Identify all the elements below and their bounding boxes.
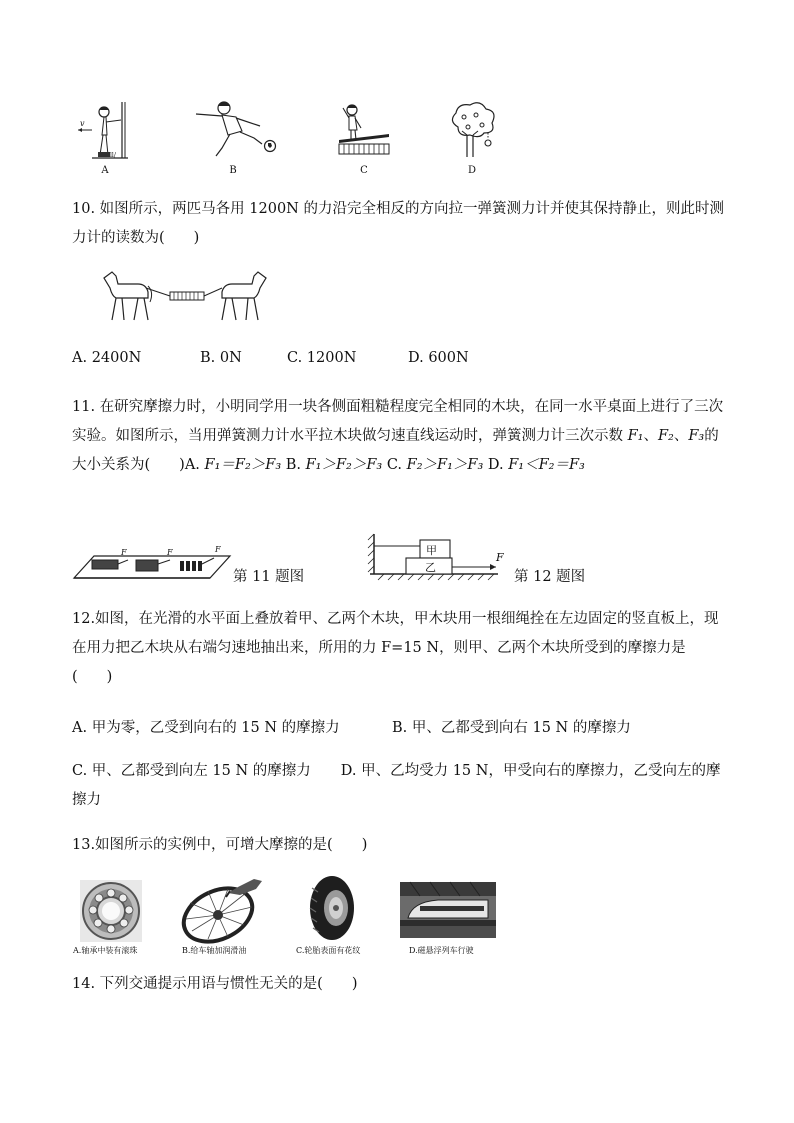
figure-d-apple-tree [448, 103, 498, 159]
figure-label-d: D [467, 165, 477, 176]
figure-label-a: A [101, 165, 109, 176]
figure-12-block-yi: 乙 [425, 561, 436, 574]
q11-f2: F₂ [657, 428, 674, 444]
figure-a-v-label: v [80, 119, 85, 128]
figure-c-diver-on-board [335, 104, 393, 158]
figure-13c-tire [308, 874, 356, 942]
question-11-text [72, 393, 724, 480]
figure-a-ground-label: ll/ [110, 152, 116, 159]
figure-a-girl-pushing-wall [72, 100, 132, 162]
figure-13b-wheel-lubrication [178, 875, 266, 943]
q12-option-d: D. 甲、乙均受力 15 N，甲受向右的摩擦力，乙受向左的摩擦力 [72, 763, 721, 808]
figure-12-stacked-blocks [368, 530, 514, 580]
q11-option-a: F₁＝F₂＞F₃ [204, 457, 282, 473]
q10-option-c: C. 1200N [287, 350, 357, 366]
figure-12-caption: 第 12 题图 [514, 569, 586, 585]
figure-11-board-blocks [72, 546, 232, 580]
question-13-text: 13.如图所示的实例中，可增大摩擦的是( ) [72, 837, 368, 853]
figure-13d-caption: D.磁悬浮列车行驶 [409, 946, 474, 955]
figure-13a-bearing [80, 880, 142, 942]
q11-option-c: F₂＞F₁＞F₃ [406, 457, 484, 473]
q12-options-c-d [72, 757, 724, 815]
q11-sep2: 、 [673, 428, 689, 444]
figure-13c-caption: C.轮胎表面有花纹 [296, 946, 361, 955]
figure-11-f-label-3: F [215, 545, 221, 554]
figure-13b-caption: B.给车轴加润滑油 [182, 946, 247, 955]
q11-option-d: F₁＜F₂＝F₃ [508, 457, 585, 473]
figure-12-force-label: F [496, 551, 504, 564]
q11-sep1: 、 [643, 428, 658, 444]
question-12-text: 12.如图，在光滑的水平面上叠放着甲、乙两个木块，甲木块用一根细绳拴在左边固定的竖直板上，现在用力把乙木块从右端匀速地抽出来，所用的力 F=15 N，则甲、乙两个木块所受到的摩擦力是( ) [72, 611, 719, 685]
q11-option-b: F₁＞F₂＞F₃ [305, 457, 383, 473]
figure-label-c: C [360, 165, 368, 176]
q11-text-part2: 的大小关系为( )A. [72, 428, 719, 473]
question-10-text: 10. 如图所示，两匹马各用 1200N 的力沿完全相反的方向拉一弹簧测力计并使其保持静止，则此时测力计的读数为( ) [72, 201, 724, 246]
q10-option-d: D. 600N [408, 350, 469, 366]
figure-b-boy-kicking-ball [188, 100, 278, 160]
figure-13a-caption: A.轴承中装有滚珠 [73, 946, 138, 955]
figure-11-f-label-1: F [121, 548, 127, 557]
q11-label-b: B. [281, 457, 306, 473]
figure-12-block-jia: 甲 [426, 544, 437, 557]
q11-text-part1: 11. 在研究摩擦力时，小明同学用一块各侧面粗糙程度完全相同的木块，在同一水平桌面上进行了三次实验。如图所示，当用弹簧测力计水平拉木块做匀速直线运动时，弹簧测力计三次示数 [72, 399, 724, 444]
figure-13d-maglev-train [400, 882, 496, 938]
q11-f3: F₃ [688, 428, 705, 444]
figure-label-b: B [229, 165, 237, 176]
q11-label-d: D. [483, 457, 509, 473]
figure-11-caption: 第 11 题图 [233, 569, 305, 585]
figure-11-f-label-2: F [167, 548, 173, 557]
q12-option-a: A. 甲为零，乙受到向右的 15 N 的摩擦力 [72, 720, 340, 736]
figure-two-horses-spring-scale [100, 270, 270, 325]
q11-label-c: C. [382, 457, 407, 473]
q10-option-a: A. 2400N [72, 350, 142, 366]
q11-f1: F₁ [627, 428, 644, 444]
question-14-text: 14. 下列交通提示用语与惯性无关的是( ) [72, 976, 358, 992]
q12-option-c: C. 甲、乙都受到向左 15 N 的摩擦力 [72, 763, 311, 779]
q10-option-b: B. 0N [200, 350, 242, 366]
q12-option-b: B. 甲、乙都受到向右 15 N 的摩擦力 [392, 720, 631, 736]
